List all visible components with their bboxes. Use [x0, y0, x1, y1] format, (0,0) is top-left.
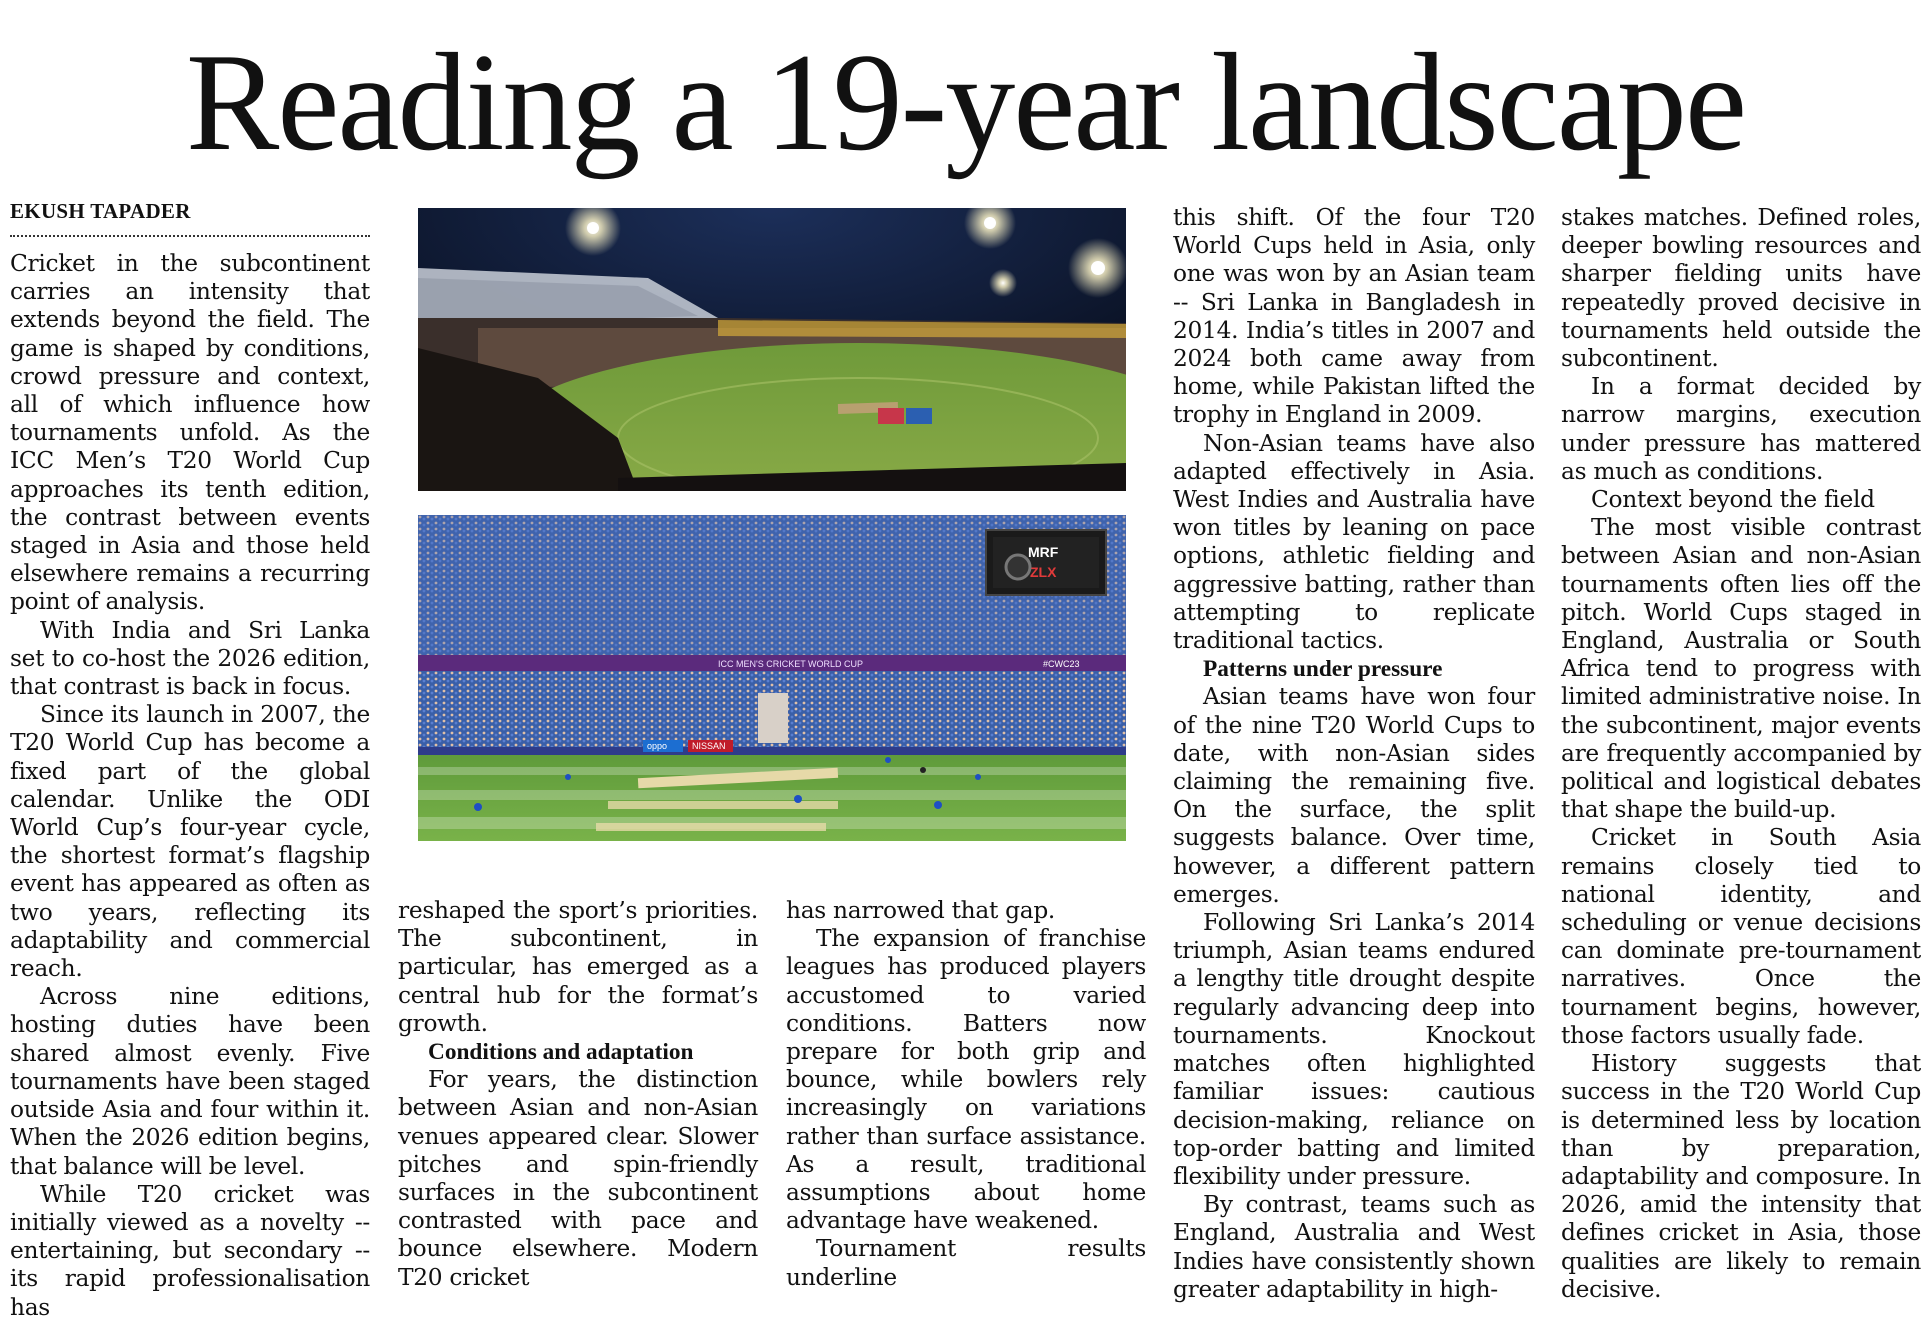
ad-text: NISSAN: [692, 741, 726, 751]
paragraph: History suggests that success in the T20 World Cup is determined less by location than by preparation, adaptability and composure. In 2026, amid the intensity that defines cricket in Asia, those qualities are likely to remain decisive.: [1561, 1050, 1921, 1303]
paragraph: The expansion of franchise leagues has produced players accustomed to varied conditions. Batters now prepare for both grip and bounce, while bowlers rely increasingly on variations rather than surface assistance. As a result, traditional assumptions about home advantage have weakened.: [786, 925, 1146, 1235]
headline: Reading a 19-year landscape: [185, 25, 1746, 180]
paragraph: The most visible contrast between Asian and non-Asian tournaments often lies off the pitch. World Cups staged in England, Australia or South Africa tend to progress with limited administrative noise. In the subcontinent, major events are frequently accompanied by political and logistical debates that shape the build-up.: [1561, 514, 1921, 824]
subheading: Conditions and adaptation: [428, 1039, 694, 1066]
scoreboard-brand: MRF: [1028, 544, 1059, 560]
article-column-3: [786, 897, 1146, 1292]
paragraph: stakes matches. Defined roles, deeper bowling resources and sharper fielding units have repeatedly proved decisive in tournaments held outside the subcontinent.: [1561, 204, 1921, 373]
ad-text: oppo: [647, 741, 668, 751]
paragraph: Tournament results underline: [786, 1235, 1146, 1291]
paragraph: this shift. Of the four T20 World Cups held in Asia, only one was won by an Asian team -- Sri Lanka in Bangladesh in 2014. India’s titles in 2007 and 2024 both came away from home, while Pakistan lifted the trophy in England in 2009.: [1173, 204, 1535, 429]
paragraph: reshaped the sport’s priorities. The subcontinent, in particular, has emerged as a central hub for the format’s growth.: [398, 897, 758, 1037]
paragraph: has narrowed that gap.: [786, 897, 1056, 924]
paragraph: By contrast, teams such as England, Australia and West Indies have consistently shown greater adaptability in high-: [1173, 1191, 1535, 1303]
paragraph: Following Sri Lanka’s 2014 triumph, Asian teams endured a lengthy title drought despite regularly advancing deep into tournaments. Knockout matches often highlighted familiar issues: cautious decision-making, reliance on top-order batting and limited flexibility under pressure.: [1173, 909, 1535, 1190]
paragraph: With India and Sri Lanka set to co-host the 2026 edition, that contrast is back in focus.: [10, 616, 370, 701]
paragraph: Non-Asian teams have also adapted effectively in Asia. West Indies and Australia have won titles by leaning on pace options, athletic fielding and aggressive batting, rather than attempting to replicate traditional tactics.: [1173, 429, 1535, 655]
paragraph: Cricket in South Asia remains closely tied to national identity, and scheduling or venue decisions can dominate pre-tournament narratives. Once the tournament begins, however, those factors usually fade.: [1561, 824, 1921, 1049]
article-column-4: [1173, 204, 1535, 1304]
paragraph: While T20 cricket was initially viewed as a novelty -- entertaining, but secondary -- its rapid professionalisation has: [10, 1180, 370, 1321]
article-column-2: [398, 897, 758, 1292]
paragraph: Across nine editions, hosting duties have been shared almost evenly. Five tournaments have been staged outside Asia and four within it. When the 2026 edition begins, that balance will be level.: [10, 983, 370, 1180]
paragraph: Asian teams have won four of the nine T20 World Cups to date, with non-Asian sides claiming the remaining five. On the surface, the split suggests balance. Over time, however, a different pattern emerges.: [1173, 683, 1535, 908]
paragraph: Cricket in the subcontinent carries an intensity that extends beyond the field. The game is shaped by conditions, crowd pressure and context, all of which influence how tournaments unfold. As the ICC Men’s T20 World Cup approaches its tenth edition, the contrast between events staged in Asia and those held elsewhere remains a recurring point of analysis.: [10, 250, 370, 616]
paragraph: For years, the distinction between Asian and non-Asian venues appeared clear. Slower pitches and spin-friendly surfaces in the subcontinent contrasted with pace and bounce elsewhere. Modern T20 cricket: [398, 1066, 758, 1291]
stadium-night-photo: [418, 208, 1126, 491]
paragraph: Since its launch in 2007, the T20 World Cup has become a fixed part of the global calendar. Unlike the ODI World Cup’s four-year cycle, the shortest format’s flagship event has appeared as often as two years, reflecting its adaptability and commercial reach.: [10, 701, 370, 983]
banner-text: ICC MEN'S CRICKET WORLD CUP: [718, 659, 864, 669]
byline-divider: [10, 235, 370, 237]
article-column-1: [10, 250, 370, 1322]
scoreboard-product: ZLX: [1030, 564, 1057, 580]
hashtag-text: #CWC23: [1043, 659, 1080, 669]
article-column-5: [1561, 204, 1921, 1304]
byline: EKUSH TAPADER: [10, 199, 191, 223]
subheading: Context beyond the field: [1591, 486, 1875, 514]
stadium-day-photo: [418, 515, 1126, 841]
paragraph: In a format decided by narrow margins, execution under pressure has mattered as much as conditions.: [1561, 373, 1921, 485]
subheading: Patterns under pressure: [1203, 656, 1443, 683]
